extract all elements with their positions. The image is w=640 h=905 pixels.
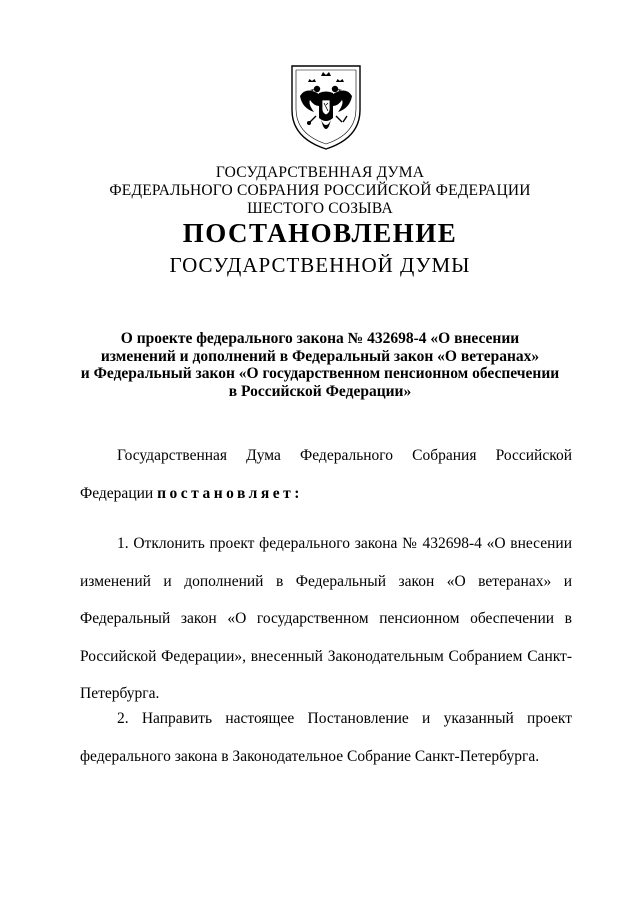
item-line: федерального закона в Законодательное Собрание Санкт-Петербурга. <box>80 747 540 765</box>
subject-line: изменений и дополнений в Федеральный закон «О ветеранах» <box>100 347 540 365</box>
preamble-paragraph <box>80 437 572 512</box>
preamble-line <box>80 475 572 513</box>
item-line: Петербурга. <box>80 685 160 702</box>
subject-line: и Федеральный закон «О государственном пенсионном обеспечении <box>80 365 560 382</box>
item-2-paragraph <box>80 700 572 775</box>
preamble-line: Государственная Дума Федерального Собрания Российской <box>117 447 572 464</box>
subject-line: в Российской Федерации» <box>228 382 412 400</box>
document-type-subtitle: ГОСУДАРСТВЕННОЙ ДУМЫ <box>169 253 471 277</box>
preamble-text: Федерации <box>80 484 154 502</box>
subject-line: О проекте федерального закона № 432698-4 «О внесении <box>120 330 520 347</box>
item-line: Российской Федерации», внесенный Законодательным Собранием Санкт- <box>80 647 572 665</box>
item-line: 2. Направить настоящее Постановление и указанный проект <box>117 710 572 727</box>
russian-coat-of-arms-icon <box>288 62 364 152</box>
decision-keyword: постановляет: <box>157 484 303 502</box>
item-line: 1. Отклонить проект федерального закона № 432698-4 «О внесении <box>117 535 572 552</box>
item-1-paragraph <box>80 525 572 713</box>
org-name-line: ГОСУДАРСТВЕННАЯ ДУМА <box>215 164 425 181</box>
item-line: Федеральный закон «О государственном пенсионном обеспечении в <box>80 610 572 627</box>
item-line: изменений и дополнений в Федеральный закон «О ветеранах» и <box>80 572 572 590</box>
org-name-line: ФЕДЕРАЛЬНОГО СОБРАНИЯ РОССИЙСКОЙ ФЕДЕРАЦИИ <box>109 182 531 199</box>
document-subject <box>0 330 640 400</box>
convocation-line: ШЕСТОГО СОЗЫВА <box>247 200 393 217</box>
document-type-title: ПОСТАНОВЛЕНИЕ <box>182 218 458 248</box>
